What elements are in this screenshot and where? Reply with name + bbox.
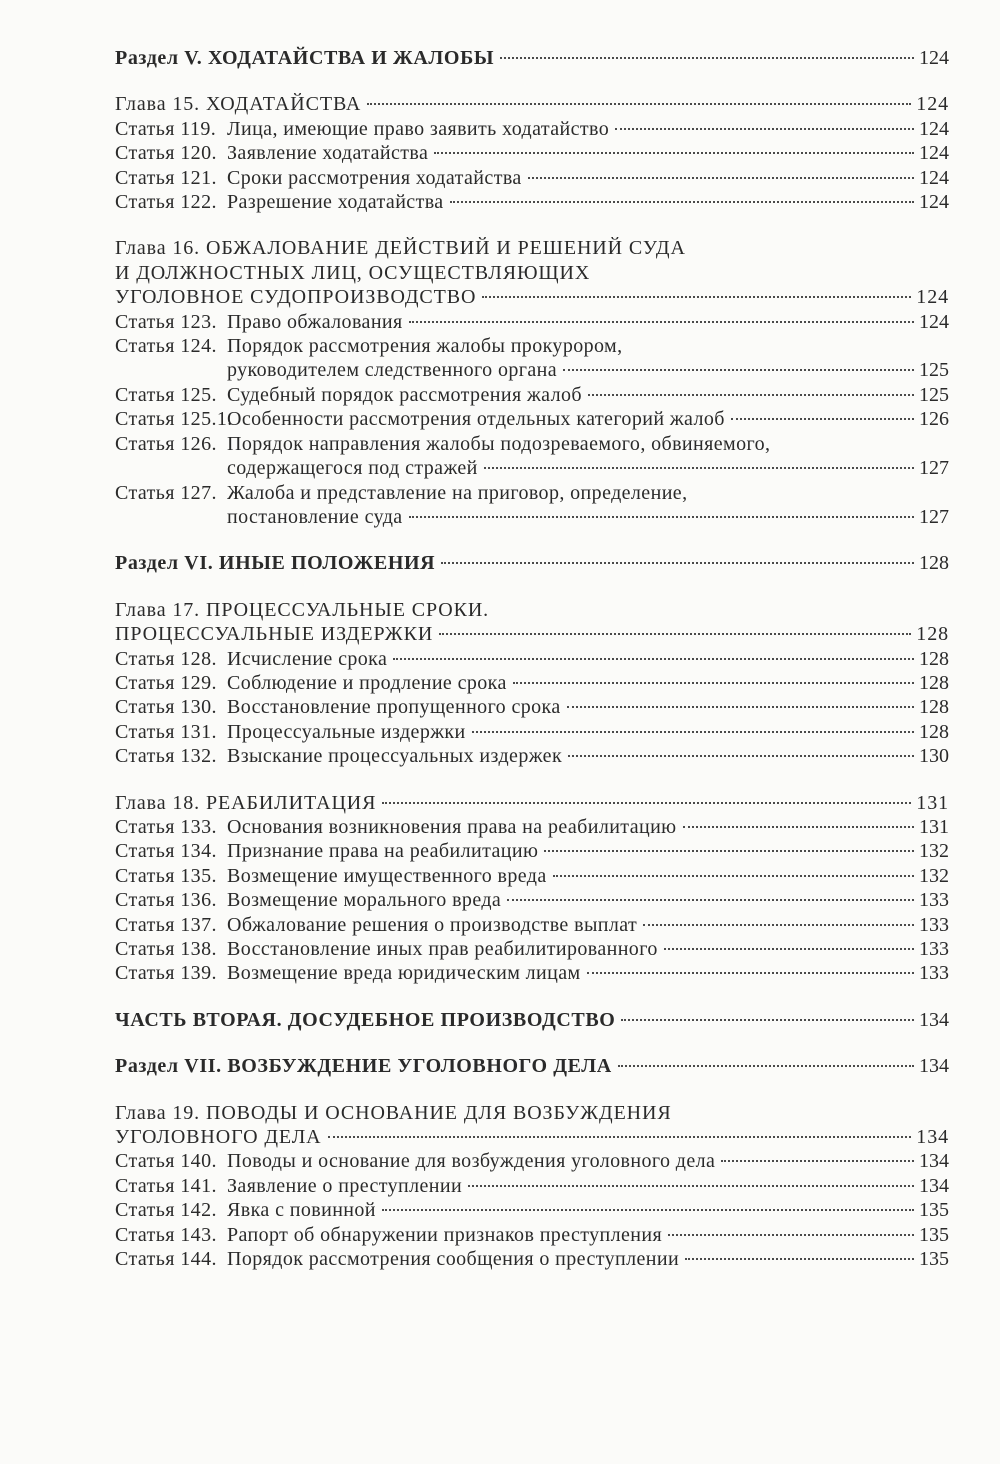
article-label: Статья 124.	[115, 335, 217, 358]
article-title-line: Разрешение ходатайства	[227, 191, 444, 214]
article-label: Статья 139.	[115, 962, 217, 985]
dot-leader	[393, 658, 914, 660]
article-title-line: Восстановление пропущенного срока	[227, 696, 561, 719]
article-title-line: Право обжалования	[227, 310, 403, 333]
article-title-last-line	[227, 1223, 949, 1247]
article-title-line: Возмещение морального вреда	[227, 889, 502, 912]
dot-leader	[528, 177, 914, 179]
dot-leader	[482, 296, 911, 298]
table-of-contents	[115, 46, 949, 1271]
page-number: 127	[919, 505, 949, 528]
article-title-last-line	[227, 505, 949, 529]
article-label: Статья 136.	[115, 889, 217, 912]
chapter-title-line: УГОЛОВНОЕ СУДОПРОИЗВОДСТВО	[115, 286, 477, 309]
dot-leader	[615, 128, 914, 130]
section-title: ЧАСТЬ ВТОРАЯ. ДОСУДЕБНОЕ ПРОИЗВОДСТВО	[115, 1008, 616, 1031]
article-title-line: Порядок рассмотрения жалобы прокурором,	[227, 335, 623, 358]
toc-article-entry	[115, 647, 949, 671]
article-title-last-line	[227, 839, 949, 863]
section-title: Раздел V. ХОДАТАЙСТВА И ЖАЛОБЫ	[115, 47, 495, 69]
chapter-title-line: Глава 16. ОБЖАЛОВАНИЕ ДЕЙСТВИЙ И РЕШЕНИЙ СУДА	[115, 237, 686, 260]
dot-leader	[664, 948, 914, 950]
article-title-last-line	[227, 407, 949, 431]
chapter-title-last-line	[115, 92, 949, 116]
dot-leader	[588, 394, 914, 396]
page-number: 128	[919, 720, 949, 743]
dot-leader	[544, 850, 914, 852]
toc-article-entry	[115, 961, 949, 985]
page-number: 124	[919, 117, 949, 140]
toc-article-entry	[115, 117, 949, 141]
dot-leader	[328, 1136, 912, 1138]
page-number: 131	[916, 791, 949, 814]
article-title-line: Возмещение имущественного вреда	[227, 864, 547, 887]
page-number: 133	[919, 938, 949, 960]
dot-leader	[439, 633, 911, 635]
article-title-line: Восстановление иных прав реабилитированного	[227, 938, 658, 960]
page-number: 125	[919, 383, 949, 406]
page-number: 135	[919, 1248, 949, 1271]
article-label: Статья 130.	[115, 696, 217, 719]
dot-leader	[409, 516, 914, 518]
toc-article-entry	[115, 1247, 949, 1271]
page-number: 124	[919, 47, 949, 69]
article-title-last-line	[227, 141, 949, 165]
article-label: Статья 120.	[115, 142, 217, 165]
chapter-title-line: Глава 17. ПРОЦЕССУАЛЬНЫЕ СРОКИ.	[115, 598, 490, 621]
page-number: 130	[919, 745, 949, 768]
article-label: Статья 121.	[115, 166, 217, 189]
article-label: Статья 142.	[115, 1199, 217, 1222]
article-body	[227, 432, 949, 481]
toc-article-entry	[115, 671, 949, 695]
toc-article-entry	[115, 888, 949, 912]
article-body	[227, 913, 949, 937]
article-body	[227, 647, 949, 671]
article-title-last-line	[227, 864, 949, 888]
article-title-last-line	[227, 456, 949, 480]
article-body	[227, 937, 949, 961]
article-label: Статья 144.	[115, 1248, 217, 1271]
article-label: Статья 123.	[115, 310, 217, 333]
article-label: Статья 125.	[115, 383, 217, 406]
article-title-line: Обжалование решения о производстве выплат	[227, 913, 638, 936]
page-number: 124	[916, 286, 949, 309]
article-label: Статья 141.	[115, 1174, 217, 1197]
article-title-line: Порядок рассмотрения сообщения о преступлении	[227, 1248, 680, 1271]
page-number: 124	[919, 310, 949, 333]
article-title-line: Заявление ходатайства	[227, 142, 429, 165]
toc-article-entry	[115, 166, 949, 190]
article-body	[227, 1223, 949, 1247]
article-title-line: Взыскание процессуальных издержек	[227, 745, 563, 768]
page-number: 124	[916, 93, 949, 116]
toc-article-entry	[115, 937, 949, 961]
chapter-title-line: Глава 18. РЕАБИЛИТАЦИЯ	[115, 791, 377, 814]
page-number: 128	[919, 647, 949, 670]
toc-article-entry	[115, 839, 949, 863]
article-title-last-line	[227, 913, 949, 937]
article-title-last-line	[227, 695, 949, 719]
article-body	[227, 1247, 949, 1271]
article-label: Статья 126.	[115, 432, 217, 455]
toc-section-entry	[115, 46, 949, 70]
page-number: 131	[919, 815, 949, 838]
article-label: Статья 128.	[115, 647, 217, 670]
page-number: 128	[919, 696, 949, 719]
page-number: 127	[919, 457, 949, 480]
toc-article-entry	[115, 481, 949, 530]
dot-leader	[382, 802, 911, 804]
toc-section-entry	[115, 1054, 949, 1078]
toc-article-entry	[115, 407, 949, 431]
dot-leader	[553, 875, 914, 877]
dot-leader	[683, 826, 914, 828]
page-number: 134	[919, 1008, 949, 1031]
article-body	[227, 671, 949, 695]
article-label: Статья 138.	[115, 938, 217, 960]
toc-article-entry	[115, 815, 949, 839]
toc-chapter-entry	[115, 1101, 949, 1150]
article-title-last-line	[227, 1198, 949, 1222]
article-title-last-line	[227, 1174, 949, 1198]
page-number: 133	[919, 889, 949, 912]
chapter-title-last-line	[115, 285, 949, 309]
chapter-title-last-line	[115, 622, 949, 646]
article-title-last-line	[227, 166, 949, 190]
dot-leader	[618, 1065, 914, 1067]
article-label: Статья 135.	[115, 864, 217, 887]
article-body	[227, 334, 949, 383]
article-title-line: Явка с повинной	[227, 1199, 376, 1222]
page-number: 134	[919, 1150, 949, 1173]
page-number: 134	[916, 1126, 949, 1149]
dot-leader	[568, 755, 914, 757]
chapter-title-last-line	[115, 1125, 949, 1149]
article-body	[227, 407, 949, 431]
toc-chapter-entry	[115, 598, 949, 647]
article-body	[227, 383, 949, 407]
toc-article-entry	[115, 334, 949, 383]
article-body	[227, 481, 949, 530]
article-title-last-line	[227, 310, 949, 334]
article-title-last-line	[227, 744, 949, 768]
toc-article-entry	[115, 1174, 949, 1198]
article-body	[227, 864, 949, 888]
article-title-line: Признание права на реабилитацию	[227, 840, 539, 863]
dot-leader	[434, 152, 914, 154]
chapter-title-line: Глава 15. ХОДАТАЙСТВА	[115, 93, 362, 116]
article-title-last-line	[227, 383, 949, 407]
article-title-last-line	[227, 720, 949, 744]
article-title-line: Соблюдение и продление срока	[227, 671, 507, 694]
article-label: Статья 143.	[115, 1223, 217, 1246]
article-title-last-line	[227, 888, 949, 912]
dot-leader	[731, 418, 914, 420]
article-body	[227, 720, 949, 744]
dot-leader	[468, 1185, 914, 1187]
page-number: 128	[916, 623, 949, 646]
toc-article-entry	[115, 864, 949, 888]
page-number: 133	[919, 913, 949, 936]
article-label: Статья 132.	[115, 745, 217, 768]
article-title-line: постановление суда	[227, 505, 403, 528]
article-label: Статья 140.	[115, 1150, 217, 1173]
page-number: 135	[919, 1223, 949, 1246]
article-title-line: Исчисление срока	[227, 647, 388, 670]
page-number: 128	[919, 671, 949, 694]
article-title-line: Особенности рассмотрения отдельных категорий жалоб	[227, 408, 725, 431]
toc-chapter-entry	[115, 92, 949, 116]
article-body	[227, 1149, 949, 1173]
article-label: Статья 133.	[115, 815, 217, 838]
toc-article-entry	[115, 383, 949, 407]
dot-leader	[643, 924, 914, 926]
page-number: 134	[919, 1174, 949, 1197]
toc-chapter-entry	[115, 236, 949, 309]
article-body	[227, 695, 949, 719]
article-title-line: Основания возникновения права на реабилитацию	[227, 815, 677, 838]
article-body	[227, 117, 949, 141]
toc-article-entry	[115, 1149, 949, 1173]
article-body	[227, 166, 949, 190]
article-title-line: Порядок направления жалобы подозреваемого, обвиняемого,	[227, 432, 771, 455]
article-title-line: Сроки рассмотрения ходатайства	[227, 166, 522, 189]
dot-leader	[507, 899, 914, 901]
article-label: Статья 119.	[115, 117, 217, 140]
article-label: Статья 131.	[115, 720, 217, 743]
page-number: 124	[919, 166, 949, 189]
article-title-last-line	[227, 1149, 949, 1173]
article-body	[227, 190, 949, 214]
page-number: 134	[919, 1055, 949, 1078]
article-body	[227, 961, 949, 985]
toc-chapter-entry	[115, 791, 949, 815]
page-number: 135	[919, 1199, 949, 1222]
toc-article-entry	[115, 432, 949, 481]
toc-article-entry	[115, 1198, 949, 1222]
dot-leader	[409, 321, 914, 323]
dot-leader	[513, 682, 914, 684]
article-title-line: Поводы и основание для возбуждения уголовного дела	[227, 1150, 716, 1173]
article-title-line: Судебный порядок рассмотрения жалоб	[227, 383, 582, 406]
dot-leader	[587, 972, 914, 974]
article-label: Статья 134.	[115, 840, 217, 863]
article-title-line: Заявление о преступлении	[227, 1174, 463, 1197]
article-title-line: руководителем следственного органа	[227, 359, 558, 382]
dot-leader	[563, 369, 914, 371]
page-number: 132	[919, 840, 949, 863]
toc-article-entry	[115, 913, 949, 937]
article-body	[227, 310, 949, 334]
article-label: Статья 127.	[115, 481, 217, 504]
article-title-last-line	[227, 671, 949, 695]
article-body	[227, 1174, 949, 1198]
chapter-title-last-line	[115, 791, 949, 815]
article-title-last-line	[227, 815, 949, 839]
article-label: Статья 129.	[115, 671, 217, 694]
toc-article-entry	[115, 141, 949, 165]
dot-leader	[472, 731, 914, 733]
toc-article-entry	[115, 720, 949, 744]
chapter-title-line: УГОЛОВНОГО ДЕЛА	[115, 1126, 322, 1149]
article-title-line: Процессуальные издержки	[227, 720, 466, 743]
toc-article-entry	[115, 744, 949, 768]
article-title-last-line	[227, 961, 949, 985]
article-title-line: Жалоба и представление на приговор, определение,	[227, 481, 688, 504]
article-body	[227, 888, 949, 912]
article-title-last-line	[227, 358, 949, 382]
article-title-last-line	[227, 1247, 949, 1271]
section-title: Раздел VI. ИНЫЕ ПОЛОЖЕНИЯ	[115, 552, 436, 575]
article-title-line: Лица, имеющие право заявить ходатайство	[227, 117, 610, 140]
dot-leader	[567, 706, 914, 708]
article-body	[227, 815, 949, 839]
page-number: 124	[919, 191, 949, 214]
toc-article-entry	[115, 310, 949, 334]
toc-article-entry	[115, 190, 949, 214]
article-title-last-line	[227, 117, 949, 141]
dot-leader	[382, 1209, 914, 1211]
dot-leader	[441, 562, 914, 564]
section-title: Раздел VII. ВОЗБУЖДЕНИЕ УГОЛОВНОГО ДЕЛА	[115, 1055, 612, 1078]
page-number: 125	[919, 359, 949, 382]
dot-leader	[685, 1258, 914, 1260]
article-title-line: содержащегося под стражей	[227, 457, 478, 480]
article-body	[227, 839, 949, 863]
dot-leader	[450, 201, 914, 203]
toc-section-entry	[115, 1008, 949, 1032]
page-number: 132	[919, 864, 949, 887]
dot-leader	[721, 1160, 914, 1162]
article-title-last-line	[227, 190, 949, 214]
article-title-line: Возмещение вреда юридическим лицам	[227, 962, 581, 985]
dot-leader	[367, 103, 911, 105]
article-title-last-line	[227, 937, 949, 961]
toc-section-entry	[115, 551, 949, 575]
dot-leader	[500, 57, 914, 59]
toc-article-entry	[115, 1223, 949, 1247]
article-body	[227, 141, 949, 165]
page-number: 128	[919, 552, 949, 575]
article-body	[227, 744, 949, 768]
dot-leader	[668, 1234, 914, 1236]
article-label: Статья 125.1.	[115, 408, 233, 431]
chapter-title-line: И ДОЛЖНОСТНЫХ ЛИЦ, ОСУЩЕСТВЛЯЮЩИХ	[115, 261, 591, 284]
chapter-title-line: ПРОЦЕССУАЛЬНЫЕ ИЗДЕРЖКИ	[115, 623, 434, 646]
chapter-title-line: Глава 19. ПОВОДЫ И ОСНОВАНИЕ ДЛЯ ВОЗБУЖДЕНИЯ	[115, 1101, 672, 1124]
page-number: 124	[919, 142, 949, 165]
dot-leader	[484, 467, 914, 469]
dot-leader	[621, 1019, 914, 1021]
article-title-last-line	[227, 647, 949, 671]
article-label: Статья 137.	[115, 913, 217, 936]
toc-article-entry	[115, 695, 949, 719]
article-title-line: Рапорт об обнаружении признаков преступления	[227, 1223, 663, 1246]
article-body	[227, 1198, 949, 1222]
article-label: Статья 122.	[115, 191, 217, 214]
page-number: 133	[919, 962, 949, 985]
page-number: 126	[919, 408, 949, 431]
